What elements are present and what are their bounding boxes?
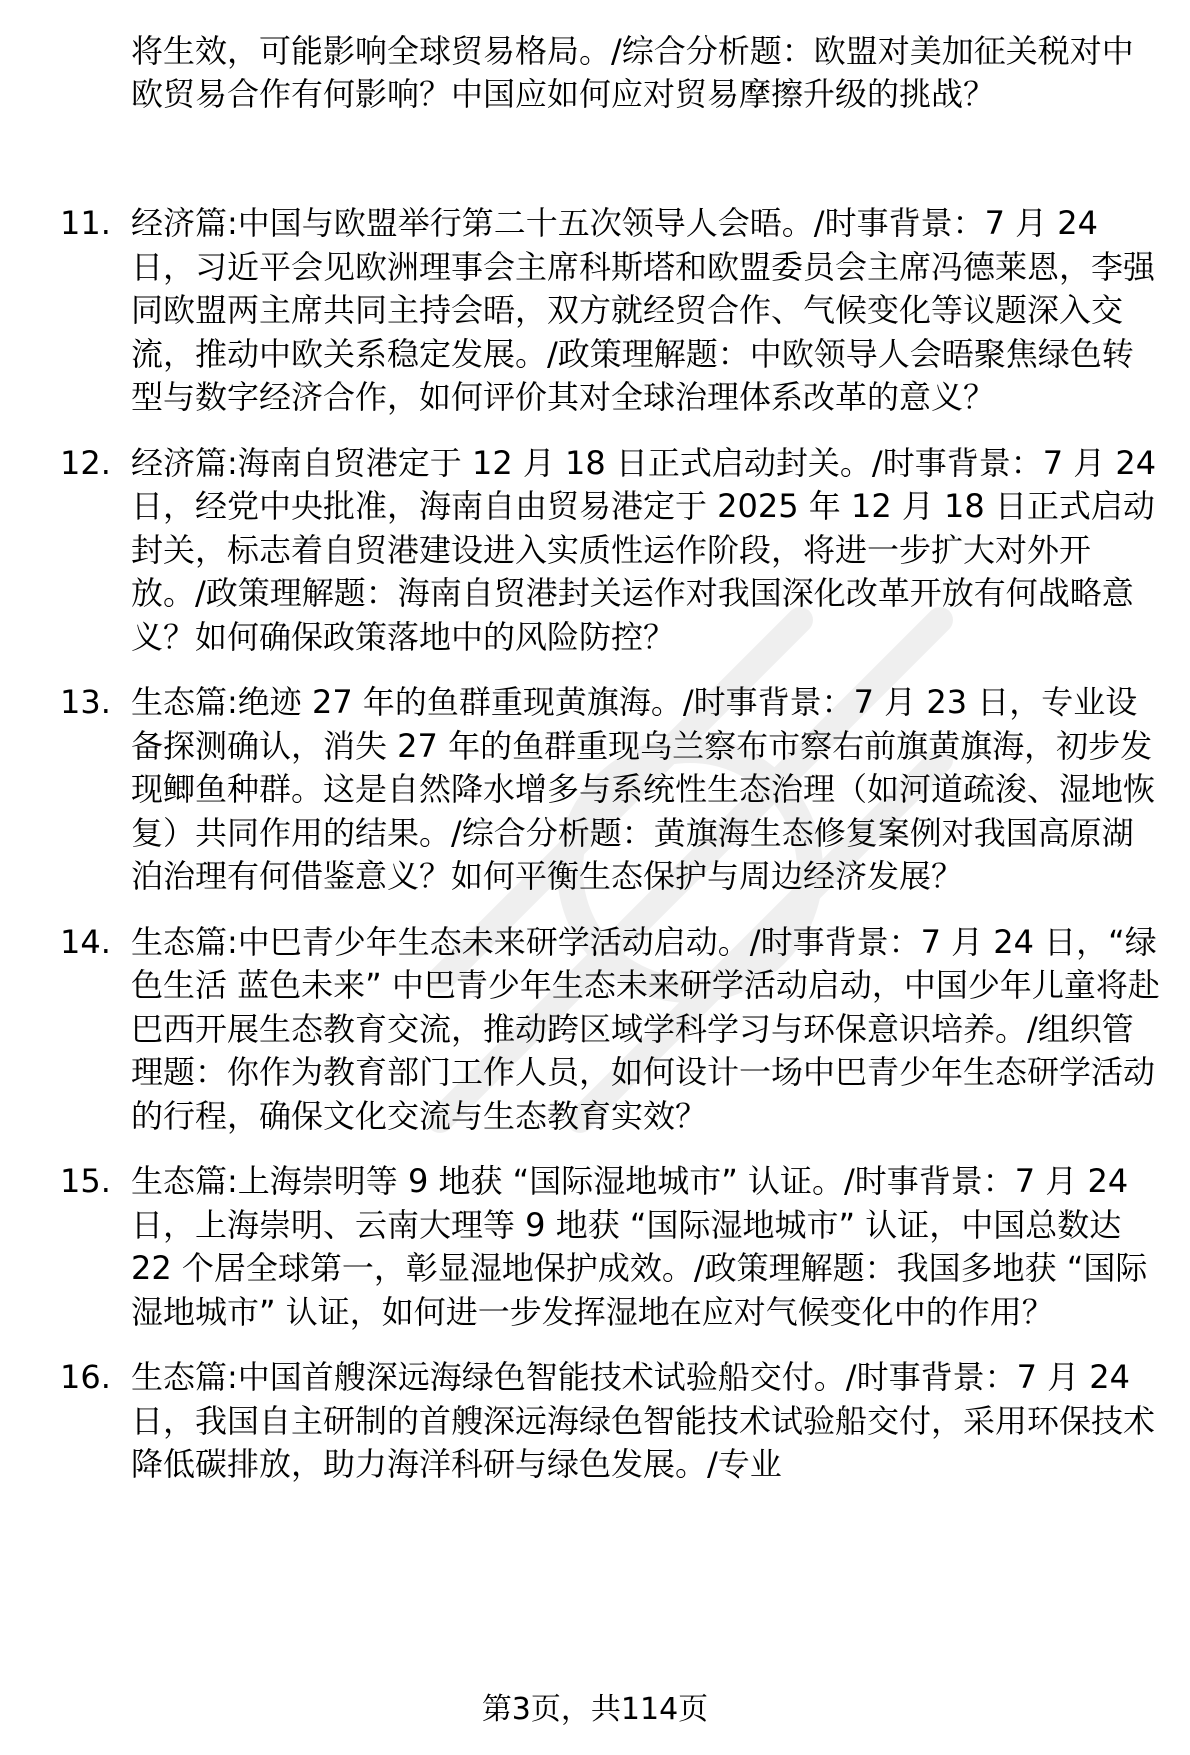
item-text: 生态篇:上海崇明等 9 地获 “国际湿地城市” 认证。/时事背景：7 月 24 日，上海崇明、云南大理等 9 地获 “国际湿地城市” 认证，中国总数达 22 个居全球第一，彰显湿地保护成效。/政策理解题：我国多地获 “国际湿地城市” 认证，如何进一步发挥湿地在应对气候变化中的作用？ xyxy=(131,1162,1148,1331)
list-item xyxy=(0,442,1161,660)
list-item xyxy=(0,681,1161,899)
item-number: 13. xyxy=(60,683,111,721)
item-text: 生态篇:中国首艘深远海绿色智能技术试验船交付。/时事背景：7 月 24 日，我国自主研制的首艘深远海绿色智能技术试验船交付，采用环保技术降低碳排放，助力海洋科研与绿色发展。/专业 xyxy=(131,1358,1156,1483)
item-number: 11. xyxy=(60,204,111,242)
item-text: 生态篇:中巴青少年生态未来研学活动启动。/时事背景：7 月 24 日，“绿色生活 蓝色未来” 中巴青少年生态未来研学活动启动，中国少年儿童将赴巴西开展生态教育交流，推动跨区域学科学习与环保意识培养。/组织管理题：你作为教育部门工作人员，如何设计一场中巴青少年生态研学活动的行程，确保文化交流与生态教育实效？ xyxy=(131,922,1160,1135)
list-item xyxy=(0,921,1161,1139)
item-text: 生态篇:绝迹 27 年的鱼群重现黄旗海。/时事背景：7 月 23 日，专业设备探测确认，消失 27 年的鱼群重现乌兰察布市察右前旗黄旗海，初步发现鲫鱼种群。这是自然降水增多与系统性生态治理（如河道疏浚、湿地恢复）共同作用的结果。/综合分析题：黄旗海生态修复案例对我国高原湖泊治理有何借鉴意义？如何平衡生态保护与周边经济发展？ xyxy=(131,683,1156,895)
list-item xyxy=(0,1160,1161,1334)
item-number: 14. xyxy=(60,922,111,961)
item-text: 经济篇:中国与欧盟举行第二十五次领导人会晤。/时事背景：7 月 24 日，习近平会见欧洲理事会主席科斯塔和欧盟委员会主席冯德莱恩，李强同欧盟两主席共同主持会晤，双方就经贸合作、气候变化等议题深入交流，推动中欧关系稳定发展。/政策理解题：中欧领导人会晤聚焦绿色转型与数字经济合作，如何评价其对全球治理体系改革的意义？ xyxy=(131,204,1156,416)
list-item xyxy=(0,202,1161,420)
item-number: 15. xyxy=(60,1162,111,1200)
question-list xyxy=(0,202,1190,1509)
list-item xyxy=(0,1356,1161,1487)
item-number: 12. xyxy=(60,443,111,482)
continued-paragraph: 将生效，可能影响全球贸易格局。/综合分析题：欧盟对美加征关税对中欧贸易合作有何影响？中国应如何应对贸易摩擦升级的挑战？ xyxy=(131,32,1134,113)
page-number-footer: 第3页，共114页 xyxy=(481,1692,709,1727)
item-number: 16. xyxy=(60,1358,111,1396)
item-text: 经济篇:海南自贸港定于 12 月 18 日正式启动封关。/时事背景：7 月 24 日，经党中央批准，海南自由贸易港定于 2025 年 12 月 18 日正式启动封关，标志着自贸港建设进入实质性运作阶段，将进一步扩大对外开放。/政策理解题：海南自贸港封关运作对我国深化改革开放有何战略意义？如何确保政策落地中的风险防控？ xyxy=(131,443,1157,656)
